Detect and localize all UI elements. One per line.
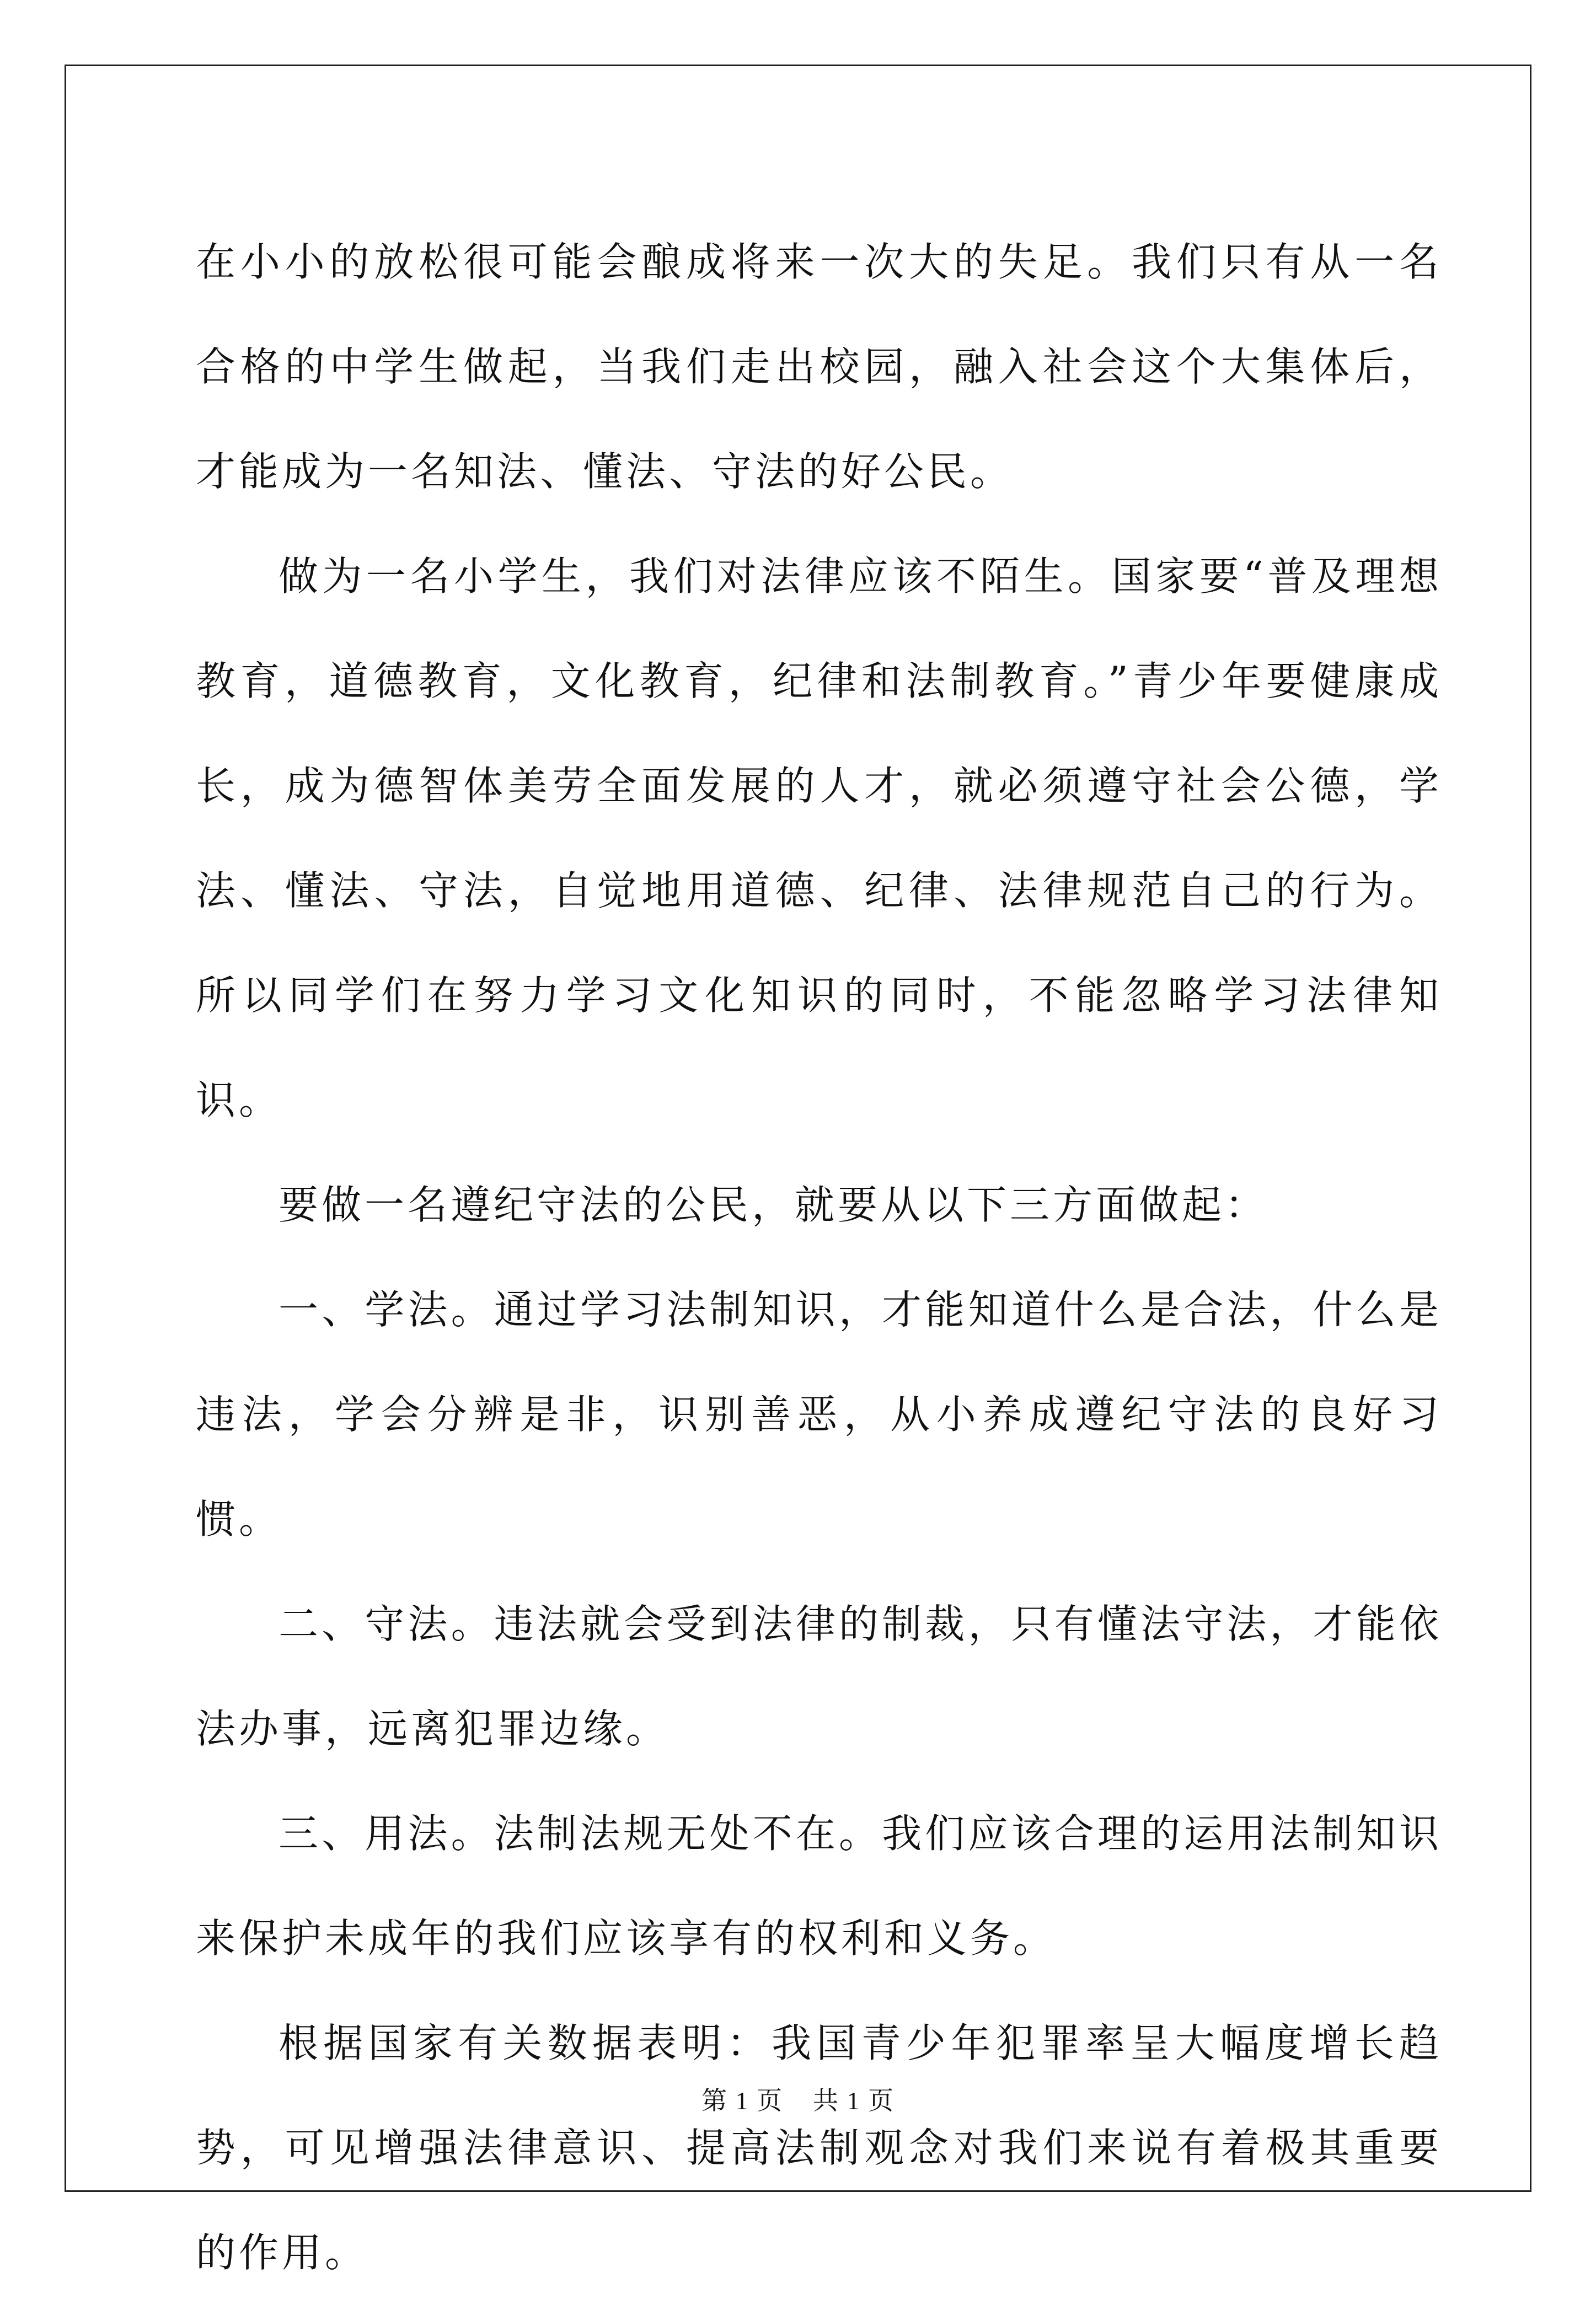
paragraph-4: 一、学法。通过学习法制知识，才能知道什么是合法，什么是违法，学会分辨是非，识别善恶，从小养成遵纪守法的良好习惯。 bbox=[196, 1286, 1442, 1542]
paragraph-1: 在小小的放松很可能会酿成将来一次大的失足。我们只有从一名合格的中学生做起，当我们走出校园，融入社会这个大集体后，才能成为一名知法、懂法、守法的好公民。 bbox=[196, 239, 1442, 495]
paragraph-3: 要做一名遵纪守法的公民，就要从以下三方面做起： bbox=[279, 1182, 1268, 1228]
page-total-label: 共 1 页 bbox=[813, 2087, 895, 2115]
paragraph-5: 二、守法。违法就会受到法律的制裁，只有懂法守法，才能依法办事，远离犯罪边缘。 bbox=[196, 1601, 1442, 1752]
paragraph-6: 三、用法。法制法规无处不在。我们应该合理的运用法制知识来保护未成年的我们应该享有的权利和义务。 bbox=[196, 1810, 1442, 1961]
document-body bbox=[196, 210, 1442, 2305]
page-footer bbox=[0, 2081, 1596, 2117]
page-number-label: 第 1 页 bbox=[701, 2087, 783, 2115]
paragraph-7: 根据国家有关数据表明：我国青少年犯罪率呈大幅度增长趋势，可见增强法律意识、提高法制观念对我们来说有着极其重要的作用。 bbox=[196, 2020, 1442, 2276]
paragraph-2: 做为一名小学生，我们对法律应该不陌生。国家要“普及理想教育，道德教育，文化教育，纪律和法制教育。”青少年要健康成长，成为德智体美劳全面发展的人才，就必须遵守社会公德，学法、懂法、守法，自觉地用道德、纪律、法律规范自己的行为。所以同学们在努力学习文化知识的同时，不能忽略学习法律知识。 bbox=[196, 553, 1442, 1123]
